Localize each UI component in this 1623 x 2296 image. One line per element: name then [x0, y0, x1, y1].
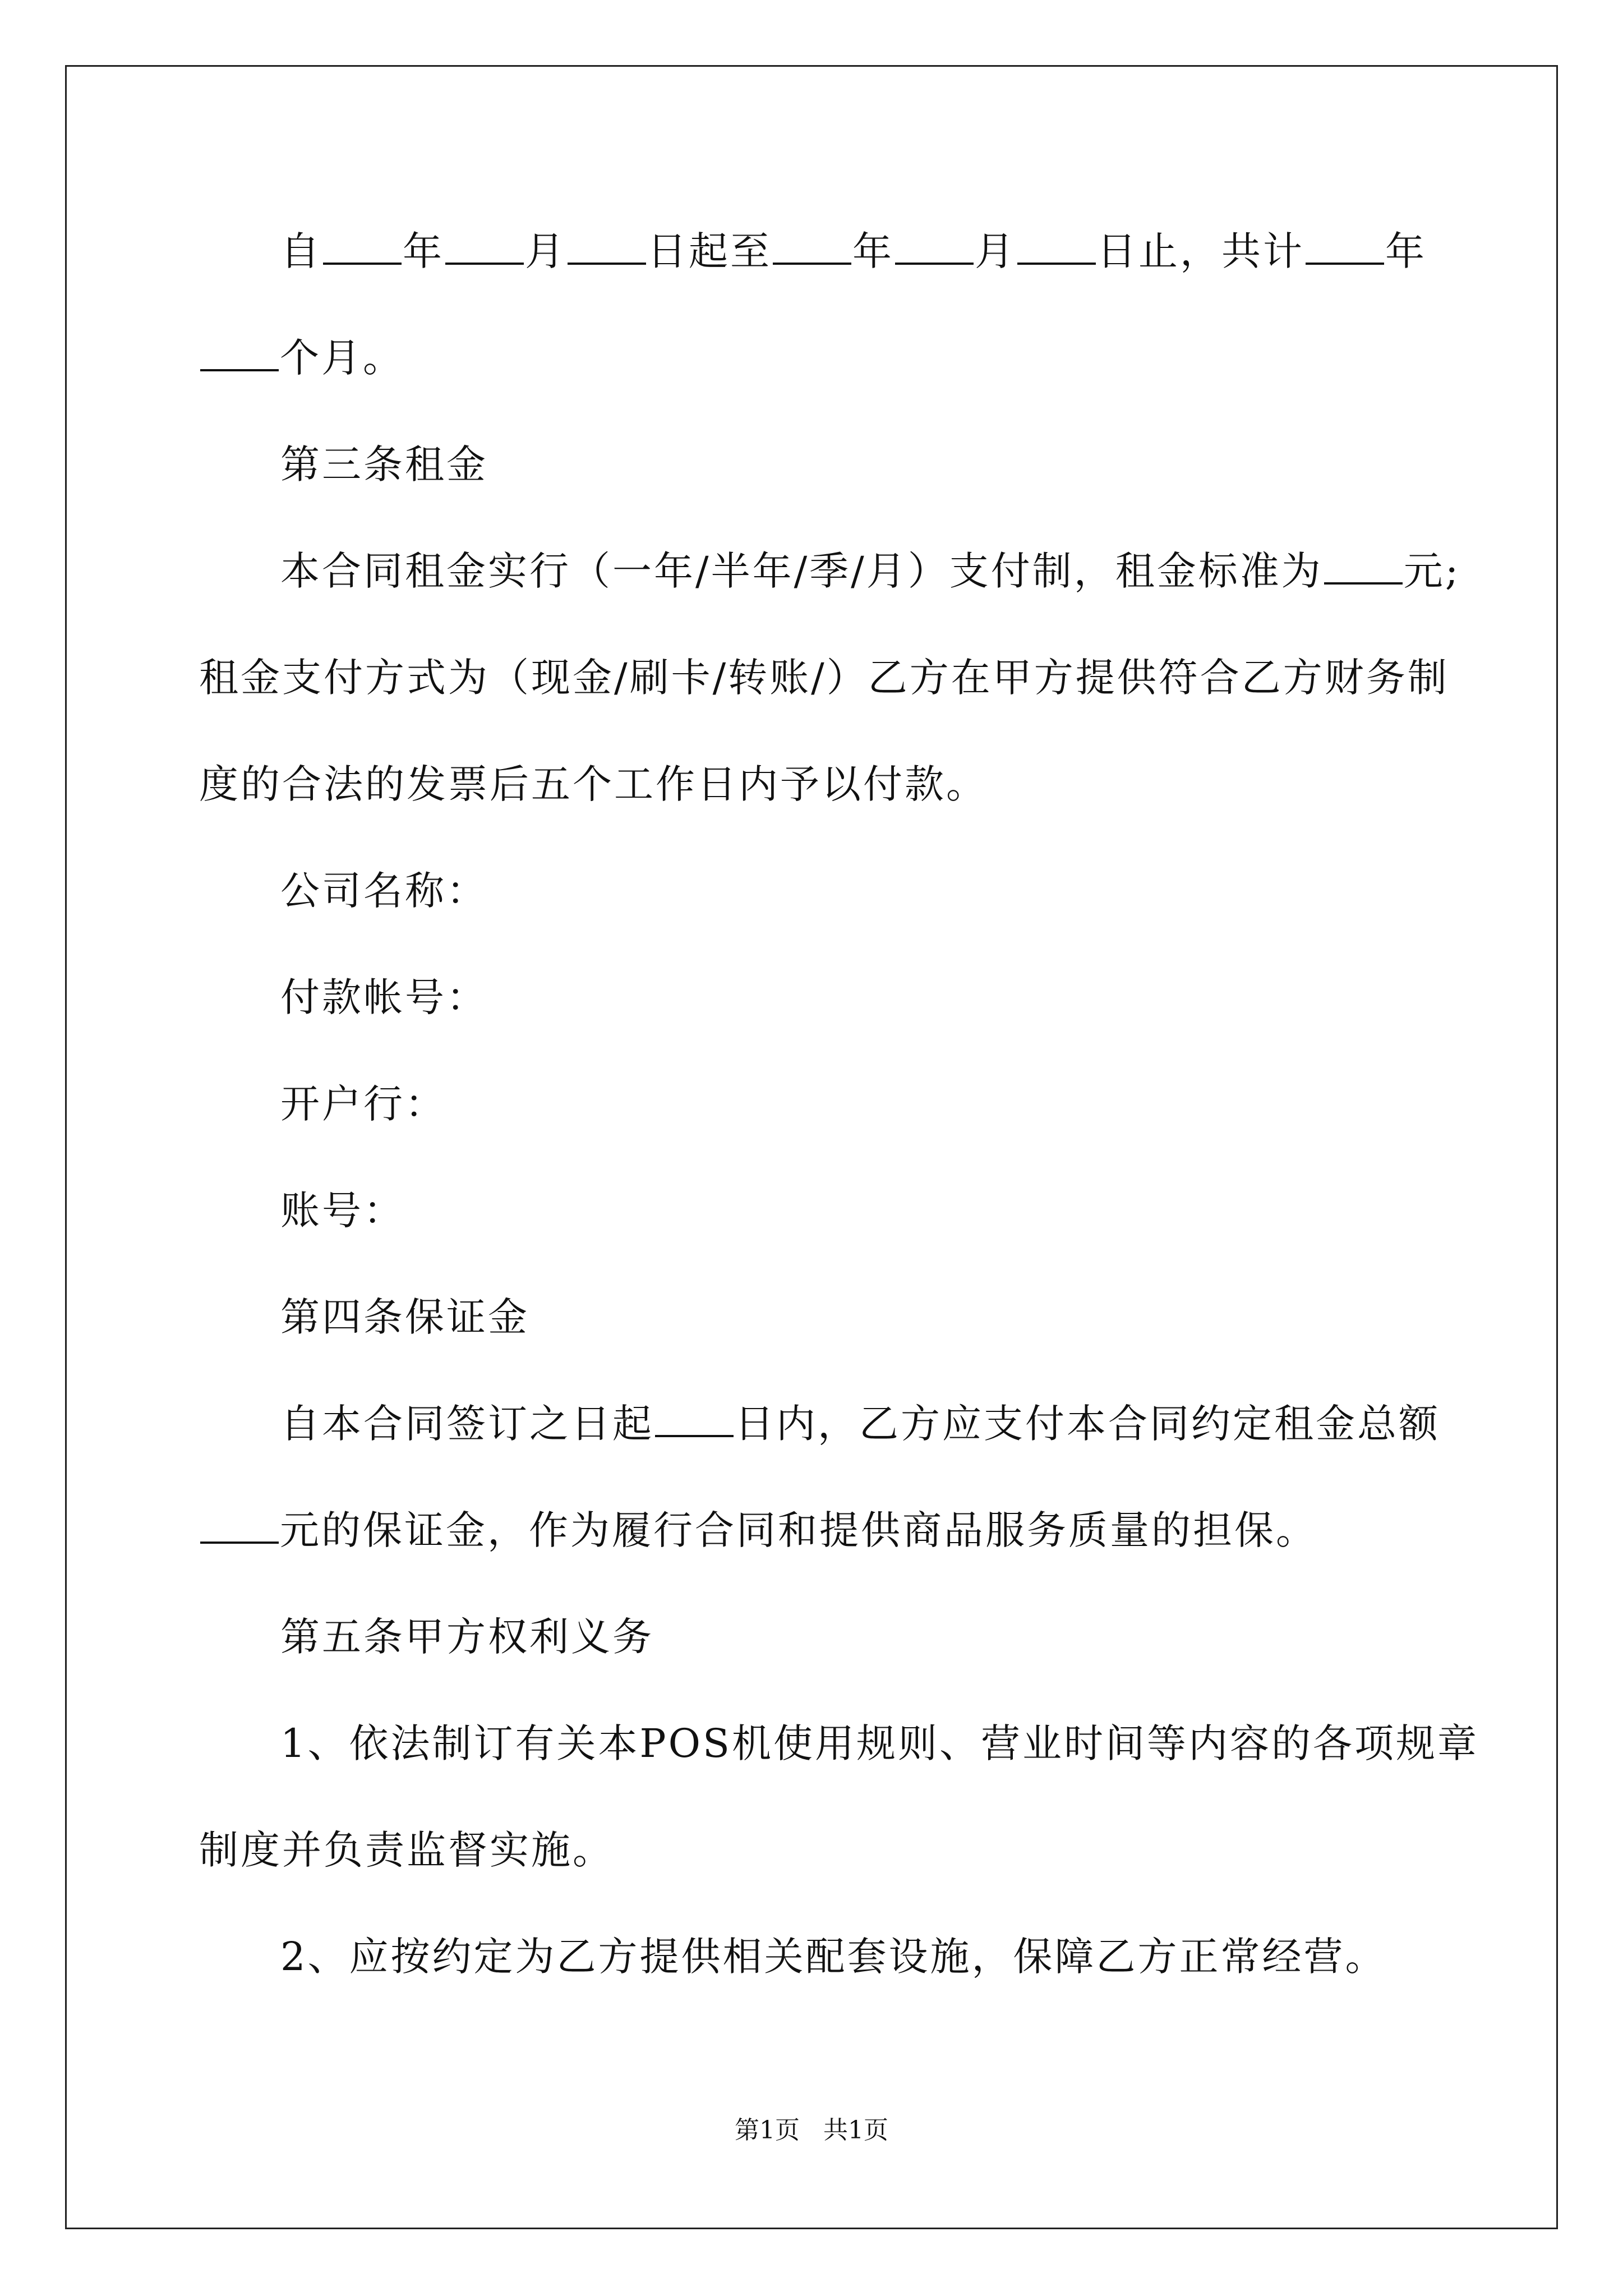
- deposit-line-cont: [199, 1502, 1317, 1558]
- section-heading-deposit: 第四条保证金: [280, 1294, 529, 1340]
- section-heading-partya: 第五条甲方权利义务: [280, 1614, 654, 1660]
- text-segment: 自: [280, 228, 322, 274]
- section-heading-rent: 第三条租金: [280, 441, 488, 487]
- paragraph-line: 租金支付方式为（现金/刷卡/转账/）乙方在甲方提供符合乙方财务制: [199, 655, 1449, 701]
- text-segment: 自本合同签订之日起: [280, 1401, 654, 1447]
- blank-field: [323, 229, 402, 265]
- blank-field: [1017, 229, 1096, 265]
- text-segment: 元的保证金，作为履行合同和提供商品服务质量的担保。: [280, 1507, 1317, 1553]
- text-segment: 日起至: [647, 228, 772, 274]
- deposit-line: [280, 1396, 1440, 1452]
- blank-field: [200, 335, 279, 371]
- period-line: [280, 223, 1427, 279]
- account-label: 账号：: [280, 1188, 405, 1234]
- rent-line: [280, 543, 1460, 599]
- page-footer: [0, 2114, 1623, 2147]
- text-segment: 年: [403, 228, 444, 274]
- blank-field: [655, 1401, 734, 1437]
- bank-label: 开户行：: [280, 1081, 446, 1127]
- blank-field: [1324, 549, 1403, 585]
- text-segment: 月: [975, 228, 1016, 274]
- text-segment: 月: [525, 228, 566, 274]
- page-border: [65, 65, 1558, 2229]
- text-segment: 年: [852, 228, 894, 274]
- text-segment: 个月。: [280, 335, 404, 381]
- text-segment: 年: [1385, 228, 1427, 274]
- paragraph-line: 度的合法的发票后五个工作日内予以付款。: [199, 761, 988, 807]
- company-name-label: 公司名称：: [280, 868, 488, 914]
- clause-1-cont: 制度并负责监督实施。: [199, 1827, 614, 1873]
- text-segment: 元;: [1403, 548, 1461, 594]
- text-segment: 本合同租金实行（一年/半年/季/月）支付制，租金标准为: [280, 548, 1323, 594]
- clause-2: 2、应按约定为乙方提供相关配套设施，保障乙方正常经营。: [280, 1934, 1387, 1980]
- text-segment: 日止，共计: [1097, 228, 1304, 274]
- blank-field: [773, 229, 851, 265]
- blank-field: [445, 229, 524, 265]
- period-line-cont: [199, 330, 404, 386]
- clause-1: 1、依法制订有关本POS机使用规则、营业时间等内容的各项规章: [280, 1720, 1479, 1766]
- blank-field: [200, 1508, 279, 1544]
- payment-account-label: 付款帐号：: [280, 974, 488, 1020]
- page-number: 第1页: [735, 2116, 800, 2145]
- text-segment: 日内，乙方应支付本合同约定租金总额: [735, 1401, 1440, 1447]
- page-total: 共1页: [823, 2116, 888, 2145]
- blank-field: [895, 229, 974, 265]
- blank-field: [568, 229, 646, 265]
- blank-field: [1306, 229, 1384, 265]
